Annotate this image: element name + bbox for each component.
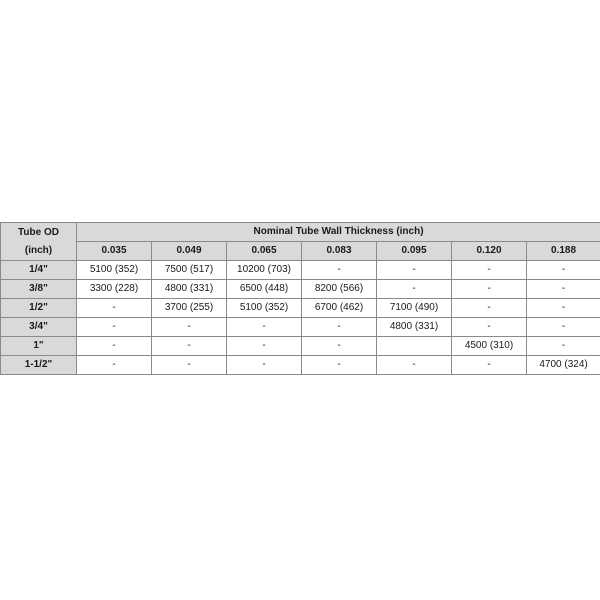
thickness-column-header: 0.083 <box>302 242 377 261</box>
table-cell: - <box>452 318 527 337</box>
table-cell: 5100 (352) <box>227 299 302 318</box>
table-cell: 6700 (462) <box>302 299 377 318</box>
table-cell: - <box>377 280 452 299</box>
tube-od-header-line-2: (inch) <box>24 244 53 256</box>
thickness-column-header: 0.065 <box>227 242 302 261</box>
tube-od-row-header: 3/8" <box>1 280 77 299</box>
tube-od-row-header: 1/4" <box>1 261 77 280</box>
table-cell: 6500 (448) <box>227 280 302 299</box>
table-cell: - <box>527 261 600 280</box>
tube-od-row-header: 1-1/2" <box>1 356 77 375</box>
table-cell: - <box>527 280 600 299</box>
table-cell: - <box>377 261 452 280</box>
table-cell: 4700 (324) <box>527 356 600 375</box>
table-cell: - <box>452 280 527 299</box>
table-cell <box>377 337 452 356</box>
table-cell: - <box>152 356 227 375</box>
table-cell: - <box>227 318 302 337</box>
table-cell: - <box>527 299 600 318</box>
table-cell: - <box>302 356 377 375</box>
table-row <box>1 261 600 280</box>
table-row <box>1 280 600 299</box>
table-cell: 3300 (228) <box>77 280 152 299</box>
thickness-column-header: 0.049 <box>152 242 227 261</box>
table-cell: - <box>452 261 527 280</box>
tube-od-header <box>1 223 77 261</box>
table-cell: - <box>77 318 152 337</box>
thickness-column-header: 0.120 <box>452 242 527 261</box>
table-row <box>1 318 600 337</box>
wall-thickness-group-header: Nominal Tube Wall Thickness (inch) <box>77 223 600 242</box>
table-cell: - <box>77 356 152 375</box>
pressure-table <box>0 222 600 375</box>
table-cell: 7500 (517) <box>152 261 227 280</box>
table-cell: 10200 (703) <box>227 261 302 280</box>
table-cell: - <box>302 337 377 356</box>
thickness-column-header: 0.188 <box>527 242 600 261</box>
table-cell: - <box>302 318 377 337</box>
table-cell: 3700 (255) <box>152 299 227 318</box>
thickness-column-header: 0.035 <box>77 242 152 261</box>
tube-od-row-header: 3/4" <box>1 318 77 337</box>
table-cell: - <box>452 299 527 318</box>
table-cell: 4500 (310) <box>452 337 527 356</box>
table-cell: - <box>302 261 377 280</box>
table-cell: - <box>452 356 527 375</box>
table-row <box>1 299 600 318</box>
table-cell: - <box>227 356 302 375</box>
table-cell: - <box>527 337 600 356</box>
table-cell: 7100 (490) <box>377 299 452 318</box>
tube-od-row-header: 1/2" <box>1 299 77 318</box>
table-row <box>1 337 600 356</box>
table-cell: 8200 (566) <box>302 280 377 299</box>
tube-od-row-header: 1" <box>1 337 77 356</box>
table-cell: - <box>152 318 227 337</box>
table-cell: - <box>377 356 452 375</box>
table-cell: - <box>152 337 227 356</box>
table-cell: 4800 (331) <box>152 280 227 299</box>
tube-od-header-line-1: Tube OD <box>18 226 59 238</box>
thickness-header-row <box>1 242 600 261</box>
table-cell: 4800 (331) <box>377 318 452 337</box>
table-cell: 5100 (352) <box>77 261 152 280</box>
table-row <box>1 356 600 375</box>
table-cell: - <box>227 337 302 356</box>
table-cell: - <box>77 337 152 356</box>
thickness-column-header: 0.095 <box>377 242 452 261</box>
table-cell: - <box>527 318 600 337</box>
table-cell: - <box>77 299 152 318</box>
